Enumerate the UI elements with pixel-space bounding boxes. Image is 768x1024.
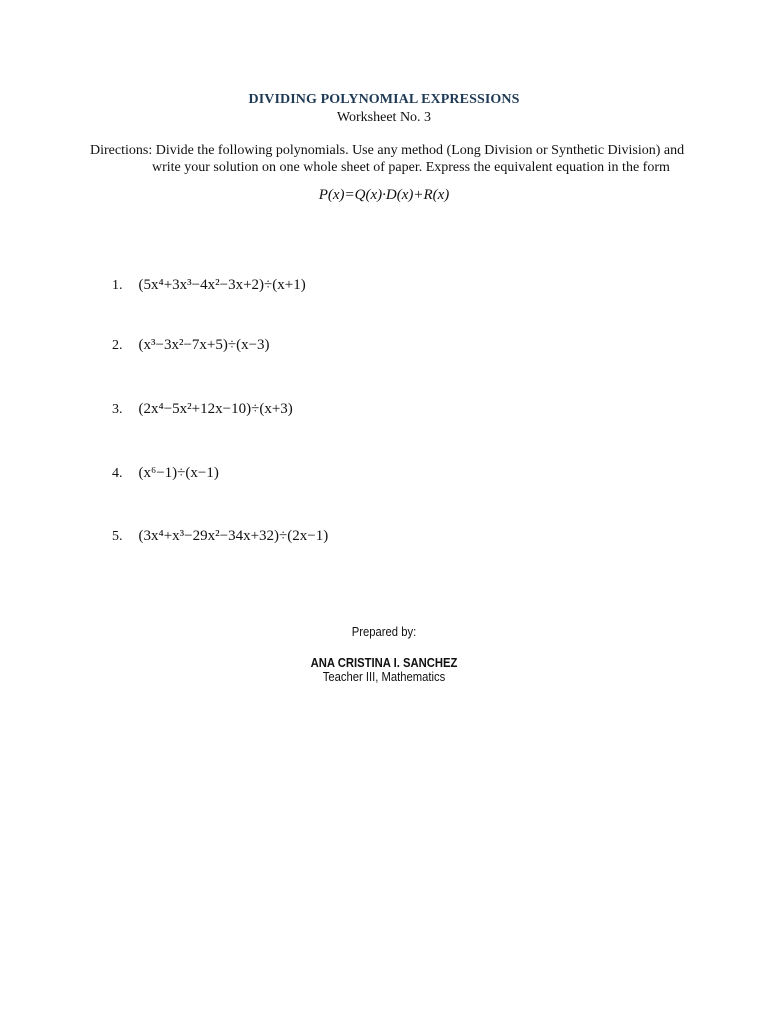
problem-expression: (2x⁴−5x²+12x−10)÷(x+3)	[138, 401, 293, 417]
problem-number: 3.	[112, 402, 123, 417]
problem-number: 4.	[112, 466, 123, 481]
problem-4	[112, 465, 219, 482]
directions-line-2: write your solution on one whole sheet of paper. Express the equivalent equation in the form	[152, 160, 670, 175]
worksheet-title: DIVIDING POLYNOMIAL EXPRESSIONS	[248, 92, 520, 107]
problem-3	[112, 401, 293, 418]
problem-number: 2.	[112, 338, 123, 353]
equation-form: P(x)=Q(x)·D(x)+R(x)	[318, 187, 450, 203]
author-name: ANA CRISTINA I. SANCHEZ	[310, 656, 458, 670]
problem-1	[112, 277, 306, 294]
worksheet-number: Worksheet No. 3	[336, 110, 432, 125]
problem-5	[112, 528, 328, 545]
prepared-by-label: Prepared by:	[351, 625, 417, 639]
author-role: Teacher III, Mathematics	[322, 670, 446, 684]
problem-2	[112, 337, 270, 354]
problem-number: 5.	[112, 529, 123, 544]
problem-expression: (5x⁴+3x³−4x²−3x+2)÷(x+1)	[138, 277, 306, 293]
problem-expression: (x⁶−1)÷(x−1)	[138, 465, 219, 481]
problem-expression: (x³−3x²−7x+5)÷(x−3)	[138, 337, 270, 353]
directions-line-1: Directions: Divide the following polynomials. Use any method (Long Division or Synthetic Division) and	[90, 143, 685, 158]
problem-number: 1.	[112, 278, 123, 293]
problem-expression: (3x⁴+x³−29x²−34x+32)÷(2x−1)	[138, 528, 329, 544]
